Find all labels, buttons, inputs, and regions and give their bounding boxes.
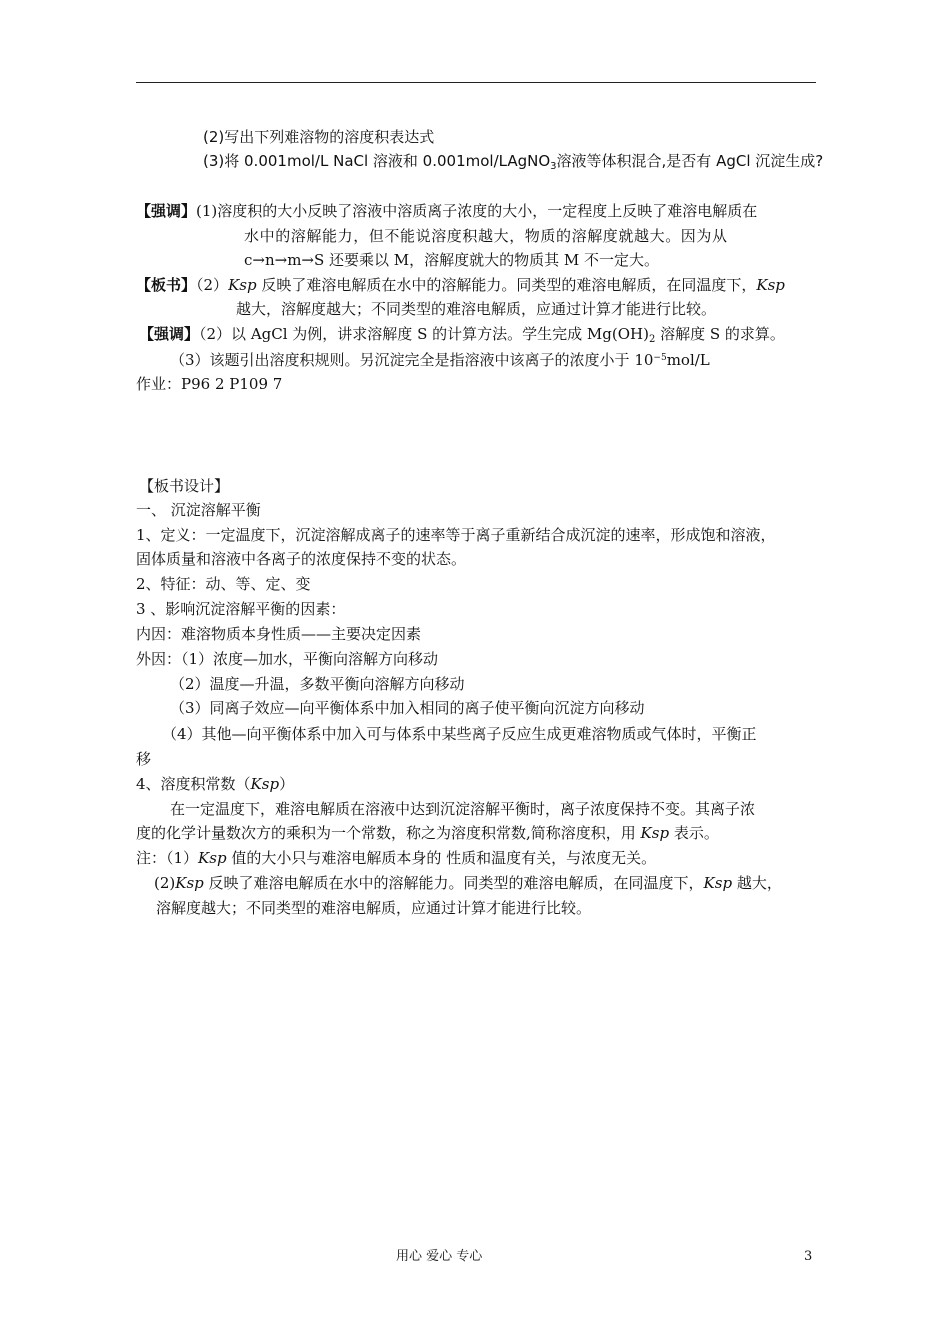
- note-1: 注：（1）Ksp 值的大小只与难溶电解质本身的 性质和温度有关，与浓度无关。: [136, 849, 657, 867]
- definition-line-1: 1、定义：一定温度下，沉淀溶解成离子的速率等于离子重新结合成沉淀的速率，形成饱和溶液，: [136, 526, 776, 544]
- emphasis-1-line-2: 水中的溶解能力，但不能说溶度积越大，物质的溶解度就越大。因为从: [244, 227, 728, 245]
- internal-factor: 内因：难溶物质本身性质——主要决定因素: [136, 625, 422, 643]
- design-title: 【板书设计】: [139, 477, 230, 495]
- note-2-line-2: 溶解度越大；不同类型的难溶电解质，应通过计算才能进行比较。: [156, 899, 592, 917]
- footer-motto: 用心 爱心 专心: [396, 1249, 483, 1264]
- board-note-1-line-2: 越大，溶解度越大；不同类型的难溶电解质，应通过计算才能进行比较。: [236, 300, 717, 318]
- page-number: 3: [804, 1249, 813, 1264]
- board-note-1-line-1: 【板书】（2）Ksp 反映了难溶电解质在水中的溶解能力。同类型的难溶电解质，在同温度下，Ksp: [136, 276, 785, 294]
- external-factor-3: （3）同离子效应—向平衡体系中加入相同的离子使平衡向沉淀方向移动: [170, 699, 645, 717]
- question-2: (2)写出下列难溶物的溶度积表达式: [203, 128, 435, 146]
- note-2-line-1: (2)Ksp 反映了难溶电解质在水中的溶解能力。同类型的难溶电解质，在同温度下，Ksp 越大，: [154, 874, 782, 892]
- emphasis-2: 【强调】（2）以 AgCl 为例，讲求溶解度 S 的计算方法。学生完成 $Mg(OH)_2$ 溶解度 S 的求算。: [139, 325, 785, 345]
- features: 2、特征：动、等、定、变: [136, 575, 311, 593]
- external-factor-1: 外因：（1）浓度—加水，平衡向溶解方向移动: [136, 650, 439, 668]
- question-3: (3)将 0.001mol/L NaCl 溶液和 0.001mol/LAgNO$_3$溶液等体积混合,是否有 AgCl 沉淀生成?: [203, 152, 824, 172]
- emphasis-1-line-1: 【强调】(1)溶度积的大小反映了溶液中溶质离子浓度的大小，一定程度上反映了难溶电解质在: [136, 202, 758, 220]
- external-factor-2: （2）温度—升温，多数平衡向溶解方向移动: [170, 675, 465, 693]
- section-1-heading: 一、 沉淀溶解平衡: [136, 501, 261, 519]
- solubility-rule: （3）该题引出溶度积规则。另沉淀完全是指溶液中该离子的浓度小于 $10^{-5}mol/L$: [170, 351, 710, 369]
- homework: 作业：P96 2 P109 7: [136, 375, 283, 393]
- external-factor-4: （4）其他—向平衡体系中加入可与体系中某些离子反应生成更难溶物质或气体时，平衡正: [162, 725, 757, 743]
- ksp-heading: 4、溶度积常数（Ksp）: [136, 775, 295, 793]
- definition-line-2: 固体质量和溶液中各离子的浓度保持不变的状态。: [136, 550, 467, 568]
- factors-heading: 3 、影响沉淀溶解平衡的因素：: [136, 600, 346, 618]
- ksp-definition-line-2: 度的化学计量数次方的乘积为一个常数，称之为溶度积常数,简称溶度积，用 Ksp 表示。: [136, 824, 719, 842]
- external-factor-4-continued: 移: [136, 750, 152, 768]
- ksp-definition-line-1: 在一定温度下，难溶电解质在溶液中达到沉淀溶解平衡时，离子浓度保持不变。其离子浓: [170, 800, 756, 818]
- emphasis-1-line-3: c→n→m→S 还要乘以 M，溶解度就大的物质其 M 不一定大。: [244, 251, 660, 269]
- header-rule: [136, 82, 816, 83]
